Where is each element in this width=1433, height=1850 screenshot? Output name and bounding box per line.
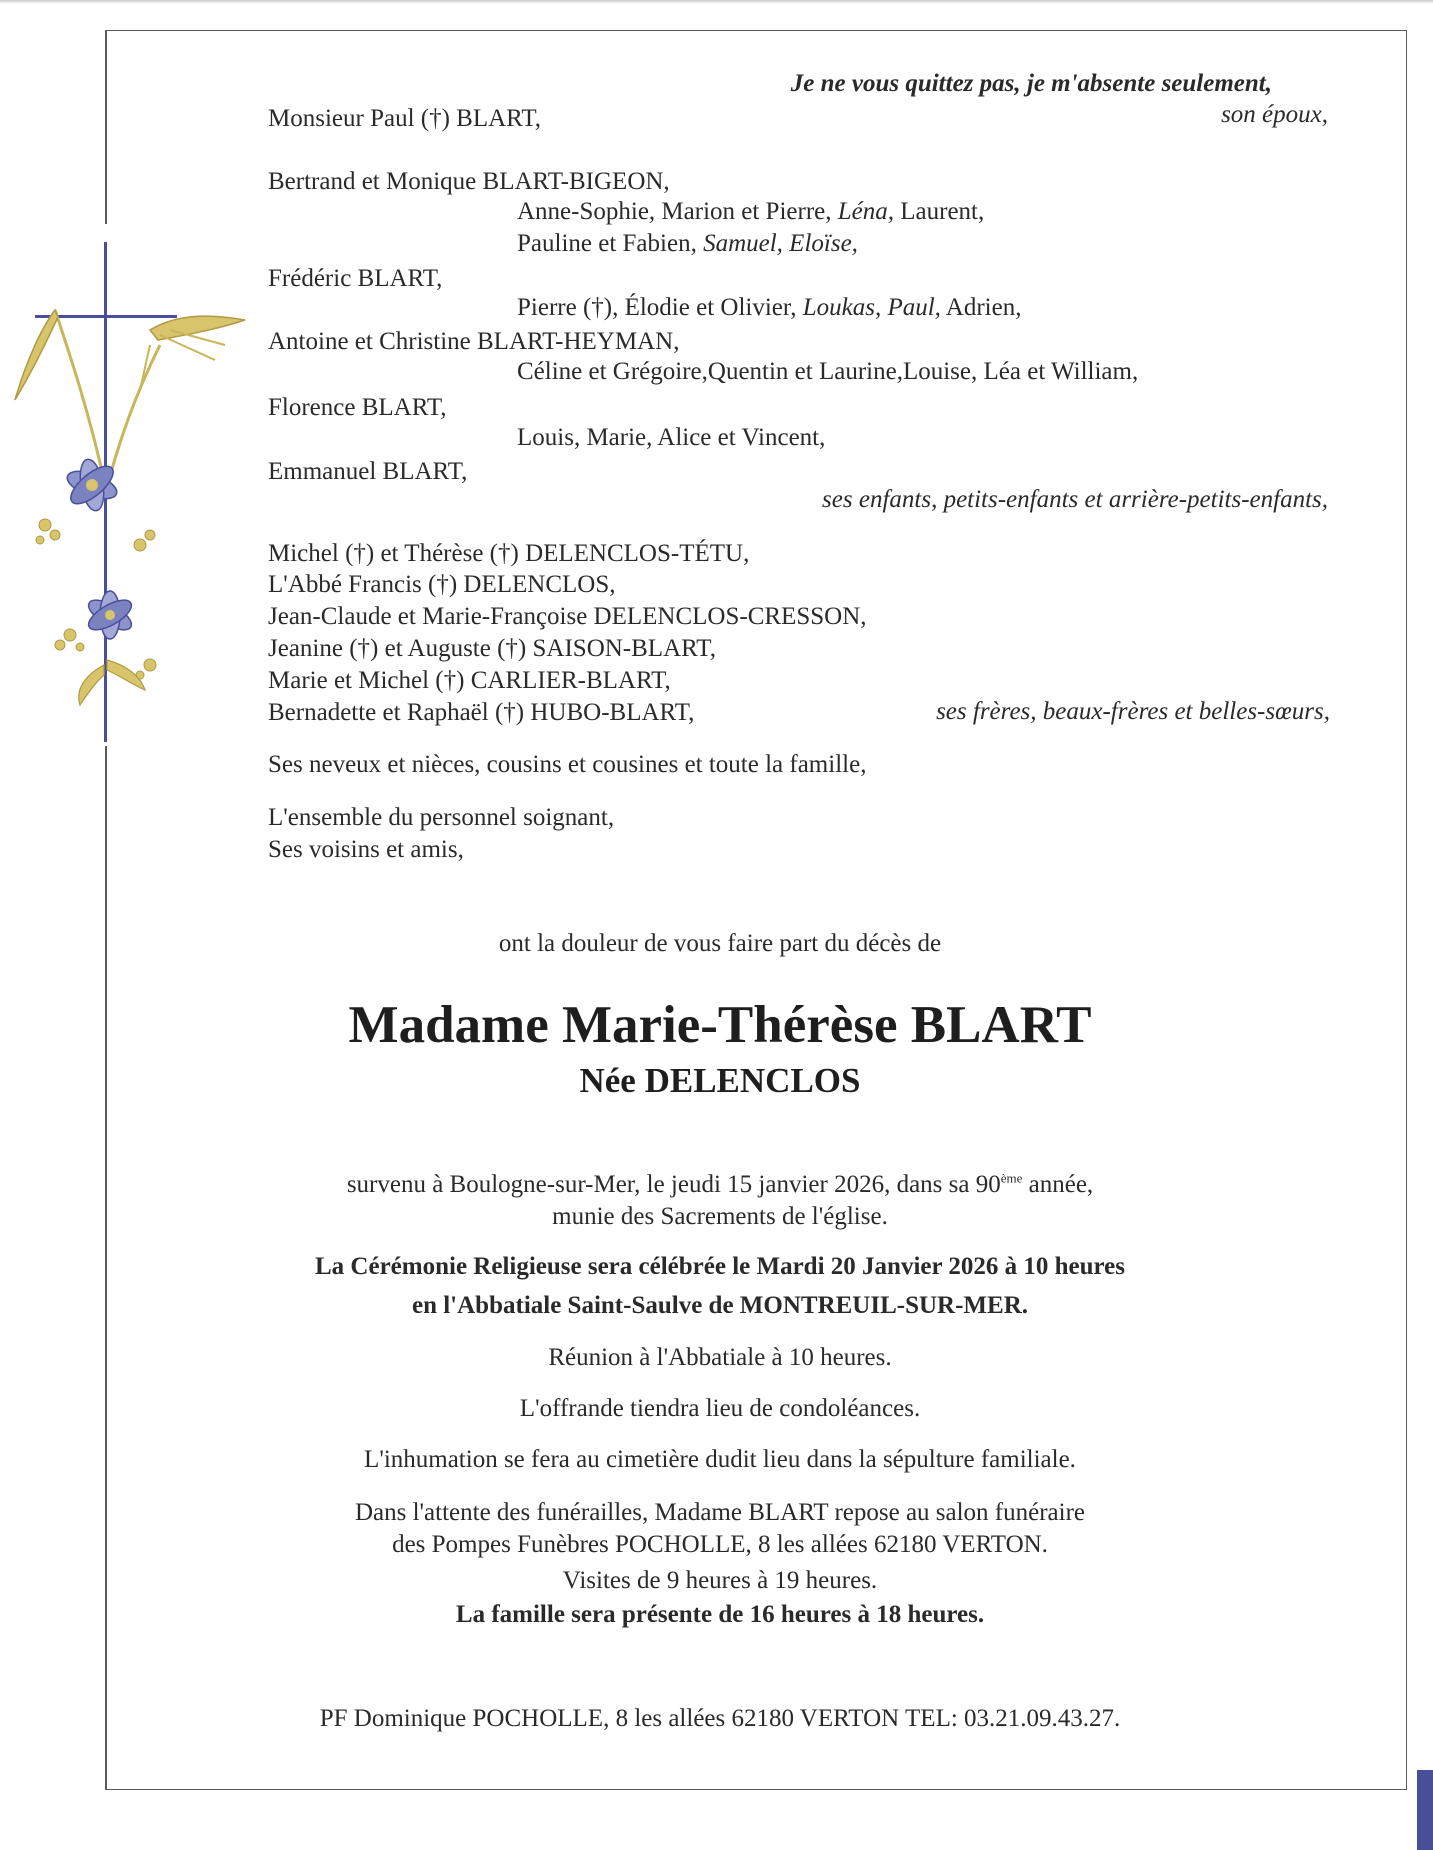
sibling-5: Marie et Michel (†) CARLIER-BLART, — [268, 667, 671, 694]
death-details: survenu à Boulogne-sur-Mer, le jeudi 15 janvier 2026, dans sa 90ème année, — [346, 1170, 1094, 1198]
grandchildren-1b: Pauline et Fabien, Samuel, Eloïse, — [517, 230, 858, 257]
visiting-hours: Visites de 9 heures à 19 heures. — [562, 1567, 878, 1594]
offering-info: L'offrande tiendra lieu de condoléances. — [519, 1395, 921, 1422]
extended-family: Ses neveux et nièces, cousins et cousines et toute la famille, — [268, 751, 867, 778]
sacraments: munie des Sacrements de l'église. — [552, 1203, 888, 1230]
flower-lower — [84, 591, 136, 639]
epitaph: Je ne vous quittez pas, je m'absente seulement, — [790, 70, 1272, 97]
child-3: Antoine et Christine BLART-HEYMAN, — [268, 328, 680, 355]
child-2: Frédéric BLART, — [268, 265, 443, 292]
grandchildren-3: Céline et Grégoire,Quentin et Laurine,Louise, Léa et William, — [517, 358, 1139, 385]
small-yellow-blossoms — [36, 519, 156, 679]
sibling-3: Jean-Claude et Marie-Françoise DELENCLOS-CRESSON, — [268, 603, 867, 630]
deceased-name: Madame Marie-Thérèse BLART — [348, 996, 1092, 1054]
sibling-2: L'Abbé Francis (†) DELENCLOS, — [268, 571, 616, 598]
spouse-role: son époux, — [1221, 101, 1328, 128]
children-role: ses enfants, petits-enfants et arrière-petits-enfants, — [822, 486, 1328, 513]
wheat-stalk-left — [55, 310, 105, 485]
family-presence: La famille sera présente de 16 heures à 18 heures. — [455, 1601, 985, 1628]
care-staff: L'ensemble du personnel soignant, — [268, 804, 615, 831]
spouse-name: Monsieur Paul (†) BLART, — [268, 105, 542, 132]
sibling-6: Bernadette et Raphaël (†) HUBO-BLART, — [268, 699, 695, 726]
scan-edge-mark — [1417, 1770, 1433, 1850]
meeting-info: Réunion à l'Abbatiale à 10 heures. — [548, 1344, 892, 1371]
grandchildren-4: Louis, Marie, Alice et Vincent, — [517, 424, 826, 451]
wheat-ear-left — [15, 310, 58, 400]
cross-wheat-flowers-illustration — [0, 235, 260, 745]
frame-left-border-top — [105, 30, 107, 224]
child-4: Florence BLART, — [268, 394, 447, 421]
ceremony-line-1: La Cérémonie Religieuse sera célébrée le Mardi 20 Janvier 2026 à 10 heures — [315, 1253, 1125, 1280]
maiden-name: Née DELENCLOS — [579, 1061, 861, 1100]
siblings-role: ses frères, beaux-frères et belles-sœurs, — [936, 698, 1330, 725]
ceremony-line-2: en l'Abbatiale Saint-Saulve de MONTREUIL-SUR-MER. — [411, 1292, 1028, 1319]
wake-line-1: Dans l'attente des funérailles, Madame BLART repose au salon funéraire — [354, 1499, 1086, 1526]
funeral-home-footer: PF Dominique POCHOLLE, 8 les allées 62180 VERTON TEL: 03.21.09.43.27. — [319, 1705, 1121, 1732]
grandchildren-1a: Anne-Sophie, Marion et Pierre, Léna, Laurent, — [517, 198, 985, 225]
grandchildren-2: Pierre (†), Élodie et Olivier, Loukas, Paul, Adrien, — [517, 294, 1022, 321]
scan-top-edge — [0, 0, 1433, 4]
announcement-text: ont la douleur de vous faire part du décès de — [498, 930, 942, 957]
sibling-4: Jeanine (†) et Auguste (†) SAISON-BLART, — [268, 635, 716, 662]
child-1: Bertrand et Monique BLART-BIGEON, — [268, 168, 670, 195]
burial-info: L'inhumation se fera au cimetière dudit lieu dans la sépulture familiale. — [364, 1446, 1076, 1473]
neighbors-friends: Ses voisins et amis, — [268, 836, 464, 863]
child-5: Emmanuel BLART, — [268, 458, 468, 485]
sibling-1: Michel (†) et Thérèse (†) DELENCLOS-TÉTU, — [268, 540, 750, 567]
leaf-lower-left — [79, 665, 104, 705]
wake-line-2: des Pompes Funèbres POCHOLLE, 8 les allées 62180 VERTON. — [392, 1531, 1048, 1558]
